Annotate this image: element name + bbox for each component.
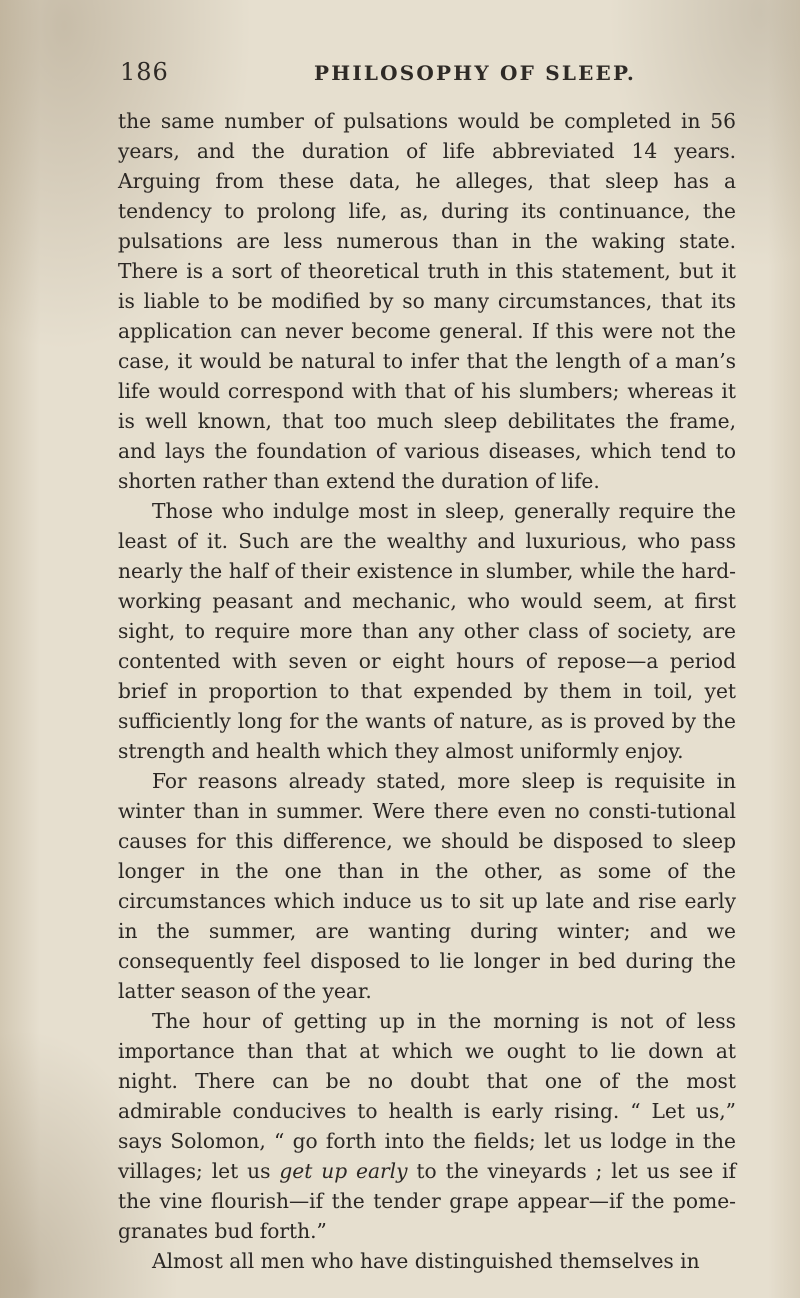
paragraph-3: For reasons already stated, more sleep is requisite in winter than in summer. Were there even no consti-tutional causes for this difference, we should be disposed to sleep longer in the one than in the other, as some of the circumstances which induce us to sit up late and rise early in the summer, are wanting during winter; and we consequently feel disposed to lie longer in bed during the latter season of the year. [118,769,736,1003]
paragraph-2: Those who indulge most in sleep, generally require the least of it. Such are the wealthy and luxurious, who pass nearly the half of their existence in slumber, while the hard-working peasant and mechanic, who would seem, at first sight, to require more than any other class of society, are contented with seven or eight hours of repose—a period brief in proportion to that expended by them in toil, yet sufficiently long for the wants of nature, as is proved by the strength and health which they almost uniformly enjoy. [118,499,736,763]
page-number: 186 [120,58,169,86]
paragraph-4-text-a: The hour of getting up in the morning is not of less importance than that at which we ought to lie down at night. There can be no doubt that one of the most admirable conducives to health is early rising. “ Let us,” says Solomon, “ go forth into the fields; let us lodge in the villages; let us [118,1009,736,1183]
paragraph-4-text-b: to the vineyards ; let us see if the vine flourish—if the tender grape appear—if the pome-granates bud forth.” [118,1159,736,1243]
paragraph-1: the same number of pulsations would be completed in 56 years, and the duration of life abbreviated 14 years. Arguing from these data, he alleges, that sleep has a tendency to prolong life, as, during its continuance, the pulsations are less numerous than in the waking state. There is a sort of theoretical truth in this statement, but it is liable to be modified by so many circumstances, that its application can never become general. If this were not the case, it would be natural to infer that the length of a man’s life would correspond with that of his slumbers; whereas it is well known, that too much sleep debilitates the frame, and lays the foundation of various diseases, which tend to shorten rather than extend the duration of life. [118,109,736,493]
paragraph-4 [118,1006,736,1246]
paragraph-5: Almost all men who have distinguished themselves in [152,1249,700,1273]
body-text [118,106,736,1276]
paragraph-4-emphasis: get up early [279,1159,408,1183]
running-title: PHILOSOPHY OF SLEEP. [314,61,637,85]
running-head [120,58,720,88]
